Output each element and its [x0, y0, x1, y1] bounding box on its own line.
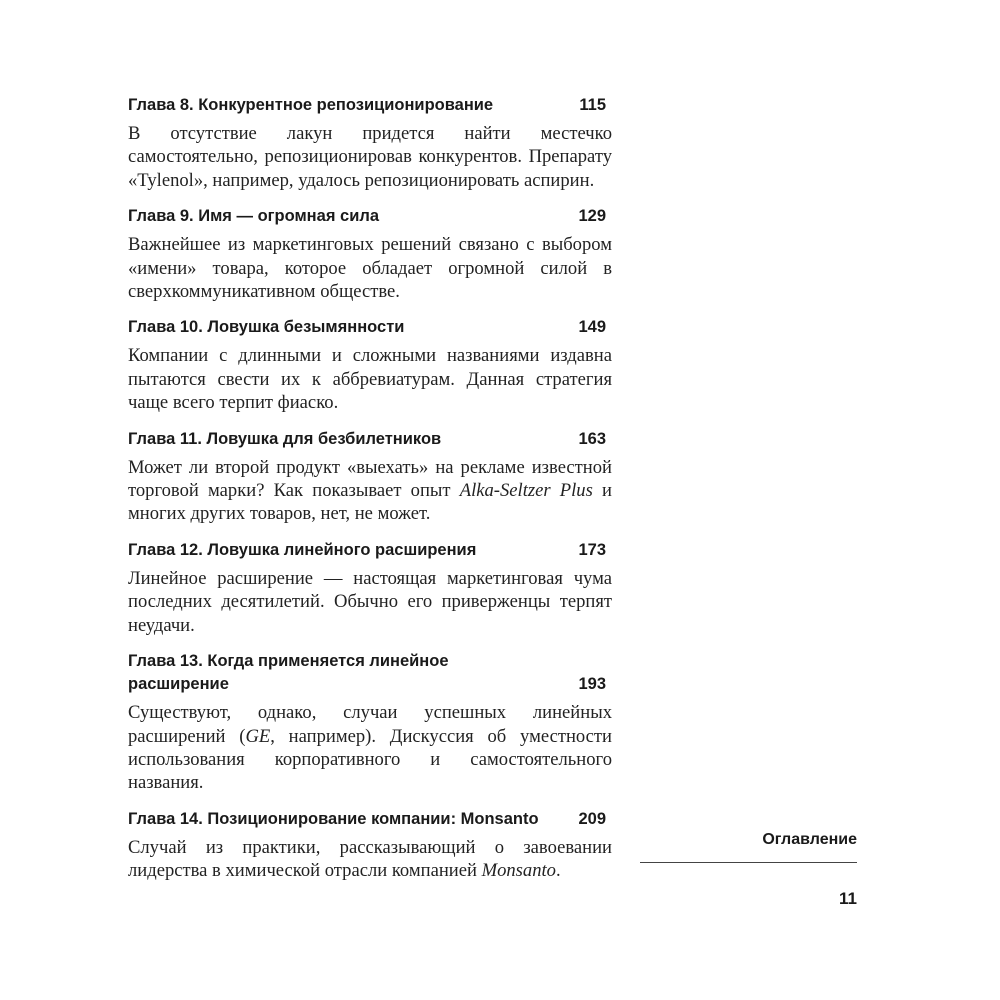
italic-text: Alka-Seltzer Plus [459, 480, 593, 502]
chapter-title: Глава 12. Ловушка линейного расширения [128, 540, 477, 559]
chapter-title: Глава 11. Ловушка для безбилетников [128, 429, 442, 448]
toc-entry-chapter-8 [128, 94, 612, 192]
chapter-title: Глава 14. Позиционирование компании: Monsanto [128, 809, 539, 828]
chapter-description [128, 567, 612, 637]
chapter-heading [128, 650, 612, 696]
chapter-title: Глава 10. Ловушка безымянности [128, 318, 405, 337]
page-number: 11 [839, 889, 857, 908]
chapter-page-number: 163 [578, 429, 606, 448]
text-segment: Может ли второй продукт «выехать» на рекламе известной торговой марки? Как показывает опыт [128, 456, 612, 502]
chapter-page-number: 209 [578, 809, 606, 828]
text-segment: Случай из практики, рассказывающий о завоевании лидерства в химической отрасли компанией [128, 836, 612, 882]
toc-entry-chapter-12 [128, 539, 612, 637]
running-footer-title: Оглавление [762, 831, 857, 848]
chapter-title: Глава 9. Имя — огромная сила [128, 207, 380, 226]
footer-divider [640, 862, 857, 863]
chapter-page-number: 173 [578, 540, 606, 559]
chapter-heading [128, 428, 612, 451]
chapter-description [128, 456, 612, 526]
toc-entry-chapter-11 [128, 428, 612, 526]
text-segment: . [555, 860, 561, 882]
chapter-heading [128, 205, 612, 228]
chapter-heading [128, 316, 612, 339]
text-segment: Важнейшее из маркетинговых решений связано с выбором «имени» товара, которое обладает огромной силой в сверхкоммуникативном обществе. [128, 234, 612, 303]
toc-entry-chapter-10 [128, 316, 612, 414]
chapter-description [128, 836, 612, 883]
chapter-title: Глава 8. Конкурентное репозиционирование [128, 96, 494, 114]
text-segment: , например). Дискуссия об уместности использования корпоративного и самостоятельного названия. [128, 725, 613, 794]
table-of-contents [128, 94, 612, 896]
toc-entry-chapter-13 [128, 650, 612, 795]
toc-entry-chapter-14 [128, 808, 612, 883]
italic-text: Monsanto [481, 860, 556, 882]
chapter-description [128, 701, 612, 795]
chapter-page-number: 129 [578, 207, 606, 226]
text-segment: Существуют, однако, случаи успешных линейных расширений ( [128, 702, 612, 747]
chapter-heading [128, 539, 612, 562]
italic-text: GE [245, 725, 271, 747]
text-segment: и многих других товаров, нет, не может. [128, 480, 612, 525]
chapter-page-number: 115 [579, 96, 606, 114]
chapter-heading [128, 808, 612, 831]
chapter-description [128, 233, 612, 303]
chapter-title: Глава 13. Когда применяется линейное расширение [128, 652, 449, 694]
text-segment: Компании с длинными и сложными названиями издавна пытаются свести их к аббревиатурам. Данная стратегия чаще всего терпит фиаско. [128, 345, 612, 414]
text-segment: В отсутствие лакун придется найти местечко самостоятельно, репозиционировав конкурентов. Препарату «Tylenol», например, удалось репозиционировать аспирин. [128, 123, 612, 191]
chapter-description [128, 344, 612, 414]
toc-entry-chapter-9 [128, 205, 612, 303]
chapter-page-number: 149 [578, 318, 606, 337]
chapter-page-number: 193 [578, 675, 606, 694]
chapter-description [128, 122, 612, 192]
text-segment: Линейное расширение — настоящая маркетинговая чума последних десятилетий. Обычно его приверженцы терпят неудачи. [128, 567, 612, 636]
chapter-heading [128, 94, 612, 117]
